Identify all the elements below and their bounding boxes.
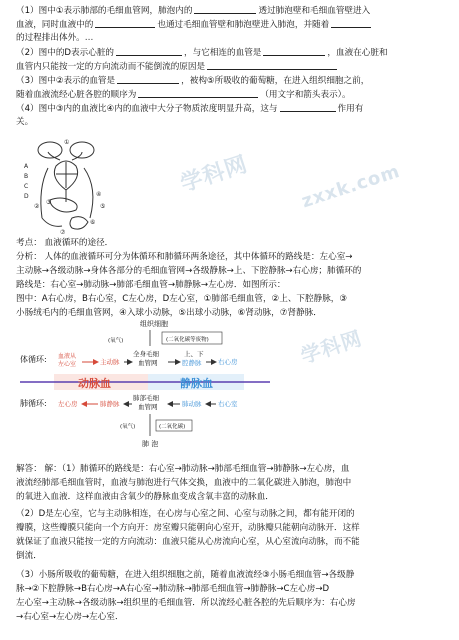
label-3: ③: [46, 199, 52, 206]
right-atrium-label: 右心房: [218, 358, 238, 366]
answer-blank[interactable]: [116, 45, 182, 56]
jieda-text: 的氧进入血液．这样血液由含氧少的静脉血变成含氧丰富的动脉血．: [16, 492, 274, 502]
q3-text-d: （用文字和箭头表示）。: [260, 90, 351, 100]
pulmonary-vein-label: 肺静脉: [100, 400, 120, 408]
jieda-text: 就保证了血液只能按一定的方向流动：血液只能从心房流向心室，从心室流向动脉，而不能: [16, 537, 360, 547]
fenxi-text: 主动脉→各级动脉→身体各部分的毛细血管网→各级静脉→上、下腔静脉→右心房；肺循环的: [16, 266, 362, 276]
right-ventricle-label: 右心室: [218, 400, 238, 408]
answer-blank[interactable]: [95, 17, 155, 28]
fenxi-line-4: [16, 292, 448, 307]
systemic-capillary-label-2: 血管网: [138, 359, 158, 367]
label-C: C: [24, 183, 29, 190]
jieda-line-5: [16, 521, 448, 536]
watermark: zxxk.com: [299, 160, 403, 213]
fenxi-text: 小肠绒毛内的毛细血管网，④入球小动脉，⑤出球小动脉，⑥肾动脉，⑦肾静脉．: [16, 308, 322, 318]
q4-text-b: 作用有: [337, 104, 364, 114]
jieda-line-3: [16, 490, 448, 505]
q1-text-c: 血液，同时血液中的: [16, 20, 94, 30]
q1-text-e: 的过程排出体外。: [16, 33, 85, 43]
kaodian-text: 考点： 血液循环的途径．: [16, 238, 114, 248]
answer-blank[interactable]: [207, 59, 337, 70]
label-6: ⑥: [90, 219, 96, 226]
lung-left-shape: [38, 142, 62, 158]
fenxi-line-1: [16, 250, 448, 265]
jieda-line-9: [16, 582, 448, 597]
q2-text-b: ，与它相连的血管是: [184, 48, 262, 58]
q3-text-c: 随着血液流经心脏各腔的顺序为: [16, 90, 137, 100]
q2-text-c: ，血液在心脏和: [327, 48, 388, 58]
fenxi-line-3: [16, 278, 448, 293]
lung-right-shape: [70, 142, 94, 158]
systemic-start-label: 血液从: [58, 353, 77, 360]
jieda-line-2: [16, 476, 448, 491]
answer-blank[interactable]: [280, 101, 336, 112]
label-B: B: [24, 173, 29, 180]
pulmonary-circulation-label: 肺循环:: [20, 399, 47, 408]
jieda-line-10: [16, 596, 448, 611]
vena-cava-label: 上、下: [184, 350, 204, 358]
pulmonary-artery-label: 肺动脉: [182, 400, 202, 408]
label-4: ④: [96, 191, 102, 198]
kidney-shape: [70, 217, 88, 229]
q2-text-a: （2）图中的D表示心脏的: [16, 48, 115, 58]
systemic-capillary-label: 全身毛细: [133, 350, 159, 358]
alveoli-label: 肺 泡: [142, 440, 159, 448]
question-4-line-2: [16, 115, 448, 130]
co2-label-top: (二氧化碳等废物): [166, 337, 209, 343]
jieda-text: 倒流．: [16, 551, 42, 561]
label-1: ①: [64, 139, 70, 146]
q1-text-b: 透过肺泡壁和毛细血管壁进入: [258, 6, 371, 16]
jieda-text: 左心室→主动脉→各级动脉→组织里的毛细血管．所以流经心脏各腔的先后顺序为：右心房: [16, 598, 356, 608]
intestine-shape: [50, 198, 77, 212]
jieda-text: →右心室→左心房→左心室．: [16, 612, 124, 622]
q1-text-a: （1）图中①表示肺部的毛细血管网，肺泡内的: [16, 6, 193, 16]
label-2: ②: [34, 203, 40, 210]
oxygen-label-top: (氧气): [108, 338, 124, 344]
label-7: ⑦: [60, 229, 66, 236]
fenxi-text: 图中：A右心房，B右心室，C左心房，D左心室，①肺部毛细血管，②上、下腔静脉，③: [16, 294, 348, 304]
q4-text-c: 关。: [16, 117, 34, 127]
answer-blank[interactable]: [138, 87, 258, 98]
answer-blank[interactable]: [263, 45, 325, 56]
jieda-text: 解答： 解：（1）肺循环的路线是：右心室→肺动脉→肺部毛细血管→肺静脉→左心房，血: [16, 464, 350, 474]
label-A: A: [24, 163, 29, 170]
vena-cava-label-2: 腔静脉: [182, 359, 202, 367]
jieda-text: 液流经肺部毛细血管时，血液与肺泡进行气体交换，血液中的二氧化碳进入肺泡，肺泡中: [16, 478, 352, 488]
question-1-line-3: 的过程排出体外。…: [16, 33, 94, 43]
q4-text-a: （4）图中③内的血液比④内的血液中大分子物质浓度明显升高，这与: [16, 104, 278, 114]
answer-blank[interactable]: [117, 73, 179, 84]
fenxi-line-2: [16, 264, 448, 279]
left-ventricle-label: 左心室: [58, 361, 77, 368]
left-atrium-label: 左心房: [58, 400, 78, 408]
jieda-line-1: [16, 462, 448, 477]
jieda-text: （2）D是左心室，它与主动脉相连，在心房与心室之间、心室与动脉之间，都有能开闭的: [16, 509, 355, 519]
q1-text-d: 也通过毛细血管壁和肺泡壁进入肺泡，并随着: [157, 20, 330, 30]
q3-text-a: （3）图中②表示的血管是: [16, 76, 116, 86]
jieda-text: 脉→②下腔静脉→B右心房→A右心室→肺动脉→肺部毛细血管→肺静脉→C左心房→D: [16, 584, 330, 594]
q2-text-d: 血管内只能按一定的方向流动而不能倒流的原因是: [16, 62, 206, 72]
aorta-label: 主动脉: [100, 358, 120, 366]
co2-label-bottom: (二氧化碳): [159, 424, 186, 430]
fenxi-text: 路线是：右心室→肺动脉→肺部毛细血管→肺静脉→左心房．如图所示：: [16, 280, 286, 290]
circulation-figure: [20, 138, 120, 238]
pulmonary-capillary-label-2: 血管网: [138, 403, 158, 411]
jieda-line-11: [16, 610, 448, 625]
jieda-text: （3）小肠所吸收的葡萄糖，在进入组织细胞之前，随着血液流经③小肠毛细血管→各级静: [16, 570, 355, 580]
fenxi-text: 分析： 人体的血液循环可分为体循环和肺循环两条途径，其中体循环的路线是：左心室→: [16, 252, 353, 262]
systemic-circulation-label: 体循环:: [20, 355, 47, 364]
jieda-line-8: [16, 568, 448, 583]
label-5: ⑤: [100, 203, 106, 210]
answer-blank[interactable]: [194, 3, 256, 14]
tissue-cell-label: 组织细胞: [140, 320, 168, 328]
circulation-flow-diagram: [20, 318, 280, 450]
arterial-blood-label: 动脉血: [78, 377, 111, 390]
jieda-line-7: [16, 549, 448, 564]
jieda-text: 瓣膜，这些瓣膜只能向一个方向开：房室瓣只能朝向心室开，动脉瓣只能朝向动脉开．这样: [16, 523, 360, 533]
jieda-line-4: [16, 507, 448, 522]
oxygen-label-bottom: (氧气): [120, 424, 136, 430]
kaodian-line: [16, 236, 448, 251]
answer-blank[interactable]: [331, 17, 371, 28]
label-D: D: [24, 193, 29, 200]
pulmonary-capillary-label: 肺部毛细: [133, 394, 159, 402]
watermark: 学科网: [297, 325, 366, 369]
venous-blood-label: 静脉血: [180, 377, 213, 390]
jieda-line-6: [16, 535, 448, 550]
watermark: 学科网: [177, 151, 251, 198]
q3-text-b: ，被构⑤所吸收的葡萄糖，在进入组织细胞之前，: [181, 76, 370, 86]
